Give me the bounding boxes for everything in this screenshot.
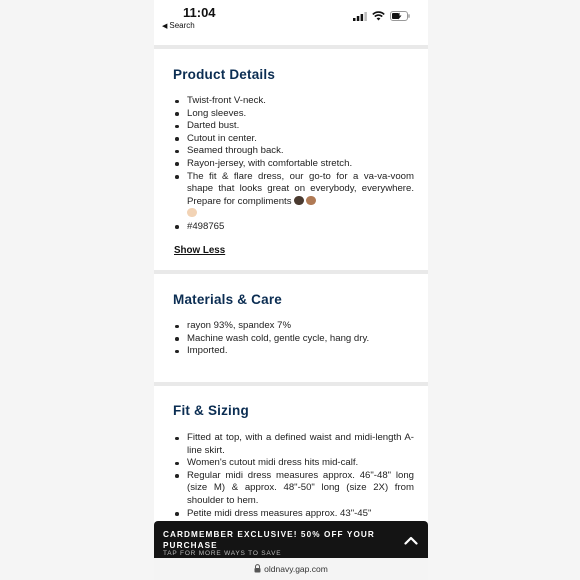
battery-charging-icon (390, 11, 410, 21)
promo-subtitle: TAP FOR MORE WAYS TO SAVE (163, 550, 282, 557)
product-details-section (154, 49, 428, 270)
back-arrow-icon: ◀ (162, 23, 168, 30)
list-item: Imported. (174, 345, 414, 358)
clapping-hands-light-icon (187, 208, 197, 217)
signal-icon (353, 12, 367, 21)
status-time: 11:04 (183, 5, 216, 20)
description-text: The fit & flare dress, our go-to for a va-va-voom shape that looks great on everybody, everywhere. Prepare for compliments (187, 170, 414, 207)
materials-care-list (174, 320, 414, 358)
materials-care-title: Materials & Care (173, 292, 282, 307)
url-text: oldnavy.gap.com (264, 564, 328, 574)
address-bar[interactable] (154, 558, 428, 580)
list-item: Machine wash cold, gentle cycle, hang dry. (174, 333, 414, 346)
fit-sizing-title: Fit & Sizing (173, 403, 249, 418)
materials-care-section (154, 274, 428, 382)
list-item: Twist-front V-neck. (174, 95, 414, 108)
list-item: Darted bust. (174, 120, 414, 133)
product-details-list (174, 95, 414, 234)
list-item: #498765 (174, 221, 414, 234)
chevron-up-icon[interactable] (404, 536, 418, 545)
product-details-title: Product Details (173, 67, 276, 82)
back-to-search-button[interactable] (162, 21, 195, 30)
system-icons (353, 11, 410, 21)
list-item: Women's cutout midi dress hits mid-calf. (174, 457, 414, 470)
phone-screen (154, 0, 428, 580)
show-less-link[interactable]: Show Less (174, 245, 226, 256)
clapping-hands-dark-icon (294, 196, 304, 205)
list-item-description (174, 171, 414, 221)
status-bar (154, 0, 428, 46)
fit-sizing-list (174, 432, 414, 520)
list-item: Seamed through back. (174, 145, 414, 158)
list-item: Petite midi dress measures approx. 43"-45" (174, 508, 414, 521)
promo-title: CARDMEMBER EXCLUSIVE! 50% OFF YOUR PURCHASE (163, 530, 375, 550)
clapping-hands-medium-icon (306, 196, 316, 205)
list-item: Cutout in center. (174, 133, 414, 146)
promo-banner[interactable] (154, 521, 428, 558)
list-item: Rayon-jersey, with comfortable stretch. (174, 158, 414, 171)
wifi-icon (372, 11, 385, 21)
list-item: Fitted at top, with a defined waist and midi-length A-line skirt. (174, 432, 414, 457)
list-item: Regular midi dress measures approx. 46"-48" long (size M) & approx. 48"-50" long (size 2X) from shoulder to hem. (174, 470, 414, 508)
lock-icon (254, 564, 261, 573)
list-item: Long sleeves. (174, 108, 414, 121)
fit-sizing-section (154, 386, 428, 526)
back-label: Search (169, 21, 195, 30)
list-item: rayon 93%, spandex 7% (174, 320, 414, 333)
